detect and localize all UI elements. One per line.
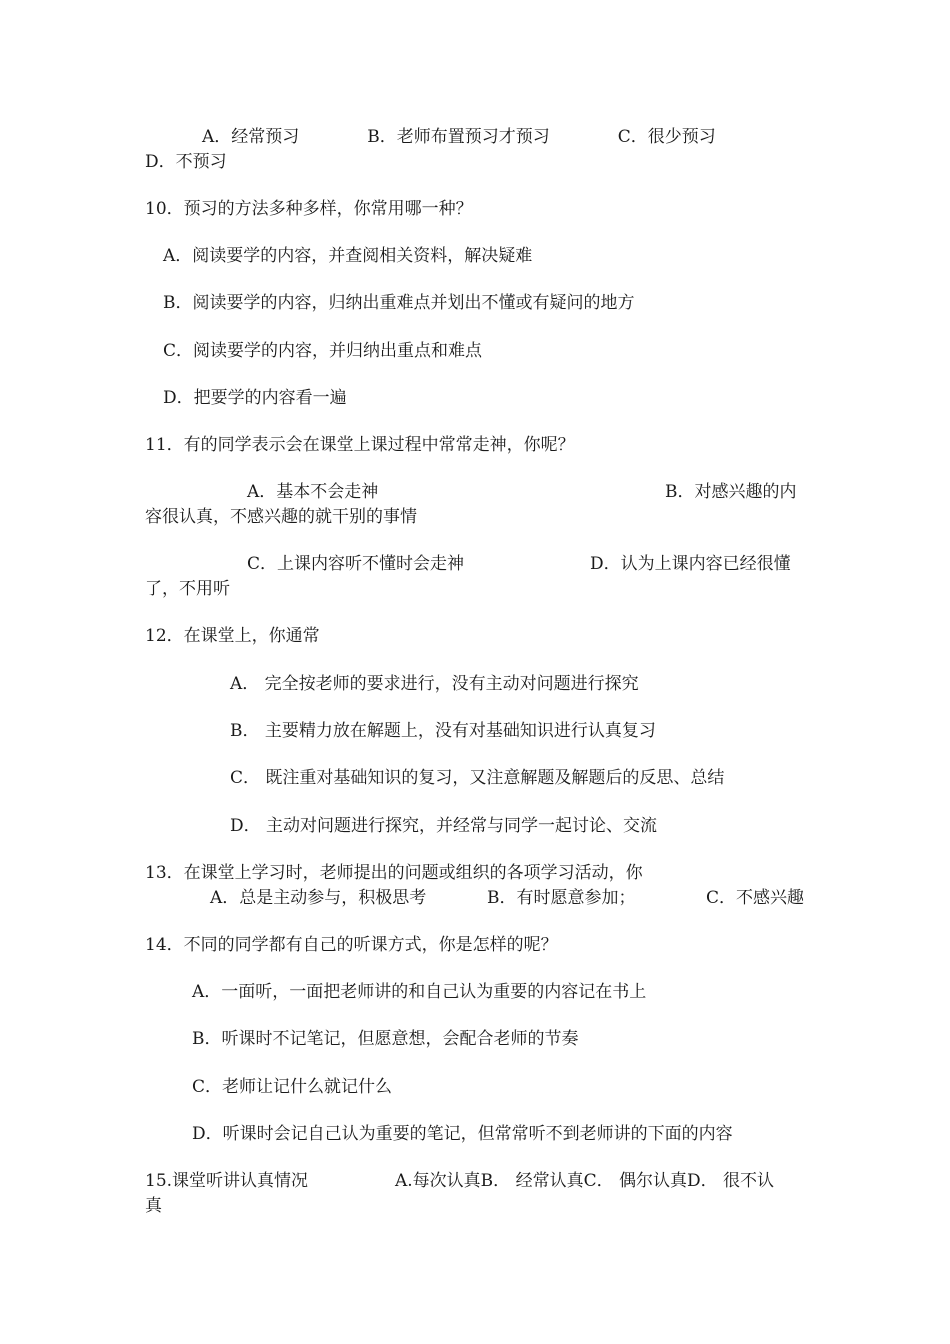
q15-question: 15.课堂听讲认真情况 bbox=[145, 1171, 309, 1191]
q9-options-line2: D．不预习 bbox=[145, 152, 227, 172]
q10-option-d: D．把要学的内容看一遍 bbox=[163, 388, 347, 408]
q13-option-a: A．总是主动参与，积极思考 bbox=[210, 888, 427, 908]
q11-option-b: B．对感兴趣的内 bbox=[665, 482, 797, 502]
q10-option-b: B．阅读要学的内容，归纳出重难点并划出不懂或有疑问的地方 bbox=[163, 293, 635, 313]
q9-options-line1: A．经常预习 B．老师布置预习才预习 C．很少预习 bbox=[202, 127, 716, 147]
q14-option-c: C．老师让记什么就记什么 bbox=[192, 1077, 393, 1097]
q12-option-c: C． 既注重对基础知识的复习，又注意解题及解题后的反思、总结 bbox=[230, 768, 725, 788]
q12-option-b: B． 主要精力放在解题上，没有对基础知识进行认真复习 bbox=[230, 721, 656, 741]
q11-option-b-continued: 容很认真，不感兴趣的就干别的事情 bbox=[145, 507, 417, 527]
q11-option-c: C．上课内容听不懂时会走神 bbox=[247, 554, 465, 574]
q11-option-d-continued: 了，不用听 bbox=[145, 579, 230, 599]
q11-question: 11．有的同学表示会在课堂上课过程中常常走神，你呢？ bbox=[145, 435, 575, 455]
q14-option-d: D．听课时会记自己认为重要的笔记，但常常听不到老师讲的下面的内容 bbox=[192, 1124, 733, 1144]
q15-options: A.每次认真B． 经常认真C． 偶尔认真D． 很不认 bbox=[395, 1171, 775, 1191]
q10-question: 10．预习的方法多种多样，你常用哪一种？ bbox=[145, 199, 473, 219]
q12-option-d: D． 主动对问题进行探究，并经常与同学一起讨论、交流 bbox=[230, 816, 658, 836]
q12-option-a: A． 完全按老师的要求进行，没有主动对问题进行探究 bbox=[230, 674, 639, 694]
q13-option-b: B．有时愿意参加； bbox=[487, 888, 636, 908]
q14-option-a: A．一面听，一面把老师讲的和自己认为重要的内容记在书上 bbox=[192, 982, 647, 1002]
q14-option-b: B．听课时不记笔记，但愿意想，会配合老师的节奏 bbox=[192, 1029, 579, 1049]
q15-options-continued: 真 bbox=[145, 1196, 162, 1216]
q13-option-c: C．不感兴趣 bbox=[706, 888, 805, 908]
q11-option-a: A．基本不会走神 bbox=[247, 482, 379, 502]
q10-option-a: A．阅读要学的内容，并查阅相关资料，解决疑难 bbox=[163, 246, 533, 266]
q10-option-c: C．阅读要学的内容，并归纳出重点和难点 bbox=[163, 341, 483, 361]
q11-option-d: D．认为上课内容已经很懂 bbox=[590, 554, 791, 574]
q12-question: 12．在课堂上，你通常 bbox=[145, 626, 320, 646]
q14-question: 14．不同的同学都有自己的听课方式，你是怎样的呢？ bbox=[145, 935, 558, 955]
q13-question: 13．在课堂上学习时，老师提出的问题或组织的各项学习活动，你 bbox=[145, 863, 643, 883]
